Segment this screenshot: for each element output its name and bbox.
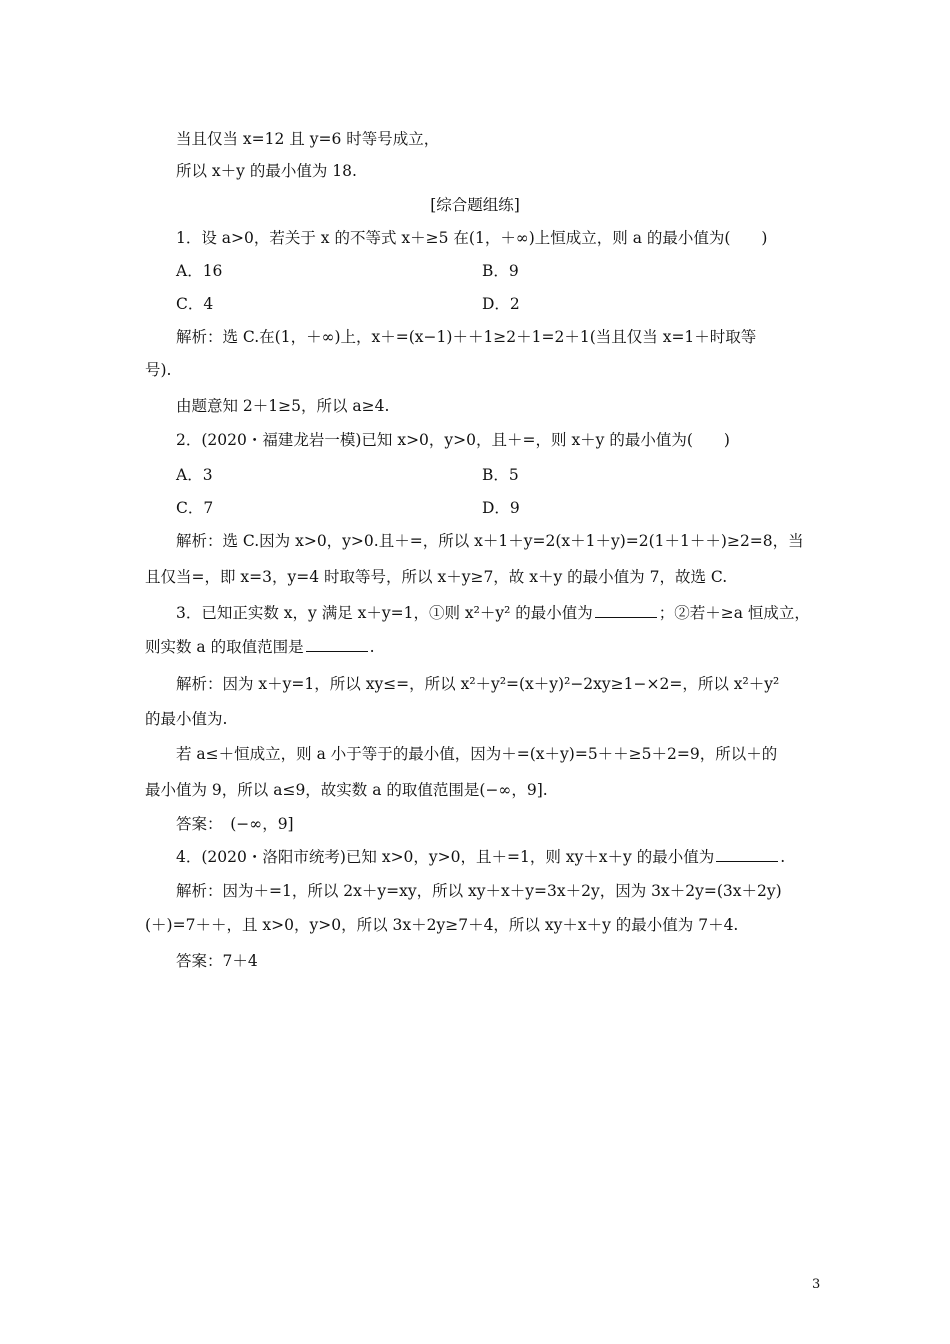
option-d: D．2 bbox=[482, 295, 520, 313]
option-c: C．7 bbox=[176, 499, 214, 517]
question-1: 1．设 a>0，若关于 x 的不等式 x＋≥5 在(1，＋∞)上恒成立，则 a 的最小值为( ) bbox=[176, 229, 768, 247]
analysis-line: 解析：因为 x＋y=1，所以 xy≤=，所以 x²＋y²=(x＋y)²−2xy≥1−×2=，所以 x²＋y² bbox=[176, 675, 780, 693]
analysis-line: 解析：选 C.因为 x>0，y>0.且＋=，所以 x＋1＋y=2(x＋1＋y)=2(1＋1＋＋)≥2=8，当 bbox=[176, 532, 804, 550]
question-3-part1: 3．已知正实数 x，y 满足 x＋y=1，①则 x²＋y² 的最小值为 bbox=[176, 604, 593, 622]
question-4 bbox=[176, 846, 785, 868]
text-line: 当且仅当 x=12 且 y=6 时等号成立， bbox=[176, 130, 440, 148]
question-3-cont bbox=[145, 636, 375, 658]
question-3 bbox=[176, 602, 810, 624]
option-a: A．3 bbox=[176, 466, 213, 484]
analysis-line: 若 a≤＋恒成立，则 a 小于等于的最小值，因为＋=(x＋y)=5＋＋≥5＋2=9，所以＋的 bbox=[176, 745, 778, 763]
text-line: 所以 x＋y 的最小值为 18. bbox=[176, 162, 357, 180]
analysis-line: 且仅当=，即 x=3，y=4 时取等号，所以 x＋y≥7，故 x＋y 的最小值为 7，故选 C. bbox=[145, 568, 728, 586]
answer-blank bbox=[595, 603, 657, 618]
answer-blank bbox=[716, 847, 778, 862]
period: . bbox=[780, 848, 786, 866]
option-b: B．5 bbox=[482, 466, 519, 484]
section-heading: [综合题组练] bbox=[430, 196, 520, 214]
question-4-text: 4．(2020・洛阳市统考)已知 x>0，y>0，且＋=1，则 xy＋x＋y 的最小值为 bbox=[176, 848, 715, 866]
option-a: A．16 bbox=[176, 262, 223, 280]
analysis-line: 最小值为 9，所以 a≤9，故实数 a 的取值范围是(−∞，9]. bbox=[145, 781, 548, 799]
analysis-line: 由题意知 2＋1≥5，所以 a≥4. bbox=[176, 397, 390, 415]
page-number: 3 bbox=[812, 1277, 821, 1292]
analysis-line: 的最小值为. bbox=[145, 710, 228, 728]
answer-line: 答案：7＋4 bbox=[176, 952, 258, 970]
analysis-line: 解析：因为＋=1，所以 2x＋y=xy，所以 xy＋x＋y=3x＋2y，因为 3x＋2y=(3x＋2y) bbox=[176, 882, 782, 900]
question-3-part2: ；②若＋≥a 恒成立， bbox=[658, 604, 810, 622]
analysis-line: 号). bbox=[145, 361, 172, 379]
analysis-line: (＋)=7＋＋，且 x>0，y>0，所以 3x＋2y≥7＋4，所以 xy＋x＋y 的最小值为 7＋4. bbox=[145, 916, 739, 934]
option-b: B．9 bbox=[482, 262, 519, 280]
answer-blank bbox=[306, 637, 368, 652]
question-3-text: 则实数 a 的取值范围是 bbox=[145, 638, 304, 656]
answer-line: 答案： (−∞，9] bbox=[176, 815, 294, 833]
period: . bbox=[369, 638, 375, 656]
option-c: C．4 bbox=[176, 295, 214, 313]
analysis-line: 解析：选 C.在(1，＋∞)上，x＋=(x−1)＋＋1≥2＋1=2＋1(当且仅当 x=1＋时取等 bbox=[176, 328, 757, 346]
question-2: 2．(2020・福建龙岩一模)已知 x>0，y>0，且＋=，则 x＋y 的最小值为( ) bbox=[176, 431, 730, 449]
option-d: D．9 bbox=[482, 499, 520, 517]
